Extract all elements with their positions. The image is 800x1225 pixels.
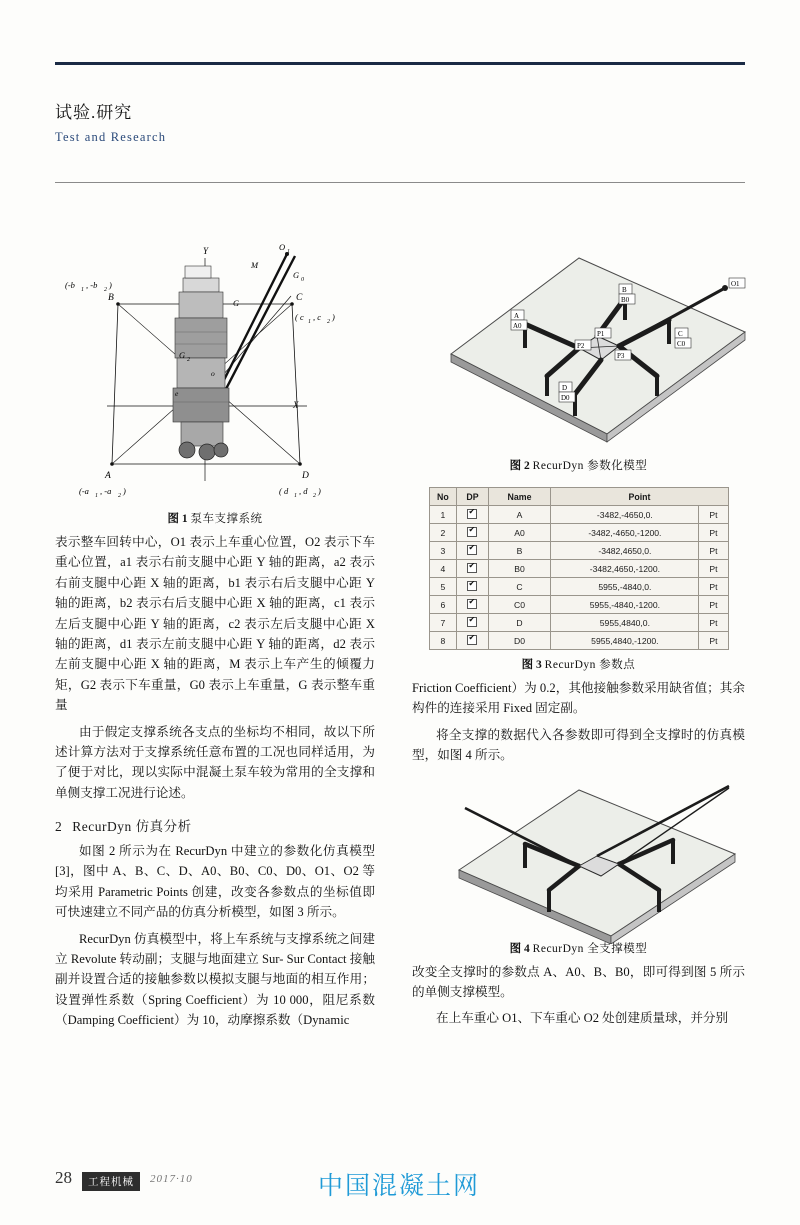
- svg-text:A: A: [105, 471, 111, 481]
- svg-text:P2: P2: [576, 342, 584, 350]
- svg-text:o: o: [211, 369, 215, 378]
- cell-dp[interactable]: [457, 524, 488, 542]
- col-name: Name: [488, 488, 551, 506]
- checkbox-icon[interactable]: [467, 635, 477, 645]
- table-row[interactable]: [429, 524, 728, 542]
- svg-text:1: 1: [287, 249, 290, 255]
- checkbox-icon[interactable]: [467, 563, 477, 573]
- svg-text:C: C: [677, 330, 683, 338]
- header-title-cn: 试验.研究: [55, 103, 133, 122]
- svg-text:C: C: [296, 293, 303, 303]
- cell-dp[interactable]: [457, 506, 488, 524]
- cell-no: 6: [429, 596, 457, 614]
- table-row[interactable]: [429, 596, 728, 614]
- figure-3-caption: [412, 656, 745, 672]
- cell-point: 5955,-4840,0.: [551, 578, 699, 596]
- left-paragraph-3: 如图 2 所示为在 RecurDyn 中建立的参数化仿真模型[3]，图中 A、B、C、D、A0、B0、C0、D0、O1、O2 等均采用 Parametric Points 创建，改变各参数点的坐标值即可快速建立不同产品的仿真分析模型，如图 3 所示。: [55, 844, 375, 920]
- cell-name: A: [488, 506, 551, 524]
- svg-text:): ): [318, 486, 321, 496]
- cell-point: 5955,4840,0.: [551, 614, 699, 632]
- cell-no: 3: [429, 542, 457, 560]
- figure-2-caption-text: RecurDyn 参数化模型: [532, 460, 648, 472]
- checkbox-icon[interactable]: [467, 599, 477, 609]
- table-header-row: [429, 488, 728, 506]
- svg-text:D: D: [302, 471, 309, 481]
- table-row[interactable]: [429, 542, 728, 560]
- cell-name: C: [488, 578, 551, 596]
- svg-text:, -a: , -a: [100, 486, 112, 496]
- svg-text:G: G: [179, 350, 186, 360]
- figure-4-full-support-model: [429, 774, 729, 934]
- figure-2-parametric-model: [429, 236, 740, 451]
- cell-dp[interactable]: [457, 632, 488, 650]
- page-number: 28: [55, 1168, 72, 1187]
- cell-unit: Pt: [699, 506, 728, 524]
- checkbox-icon[interactable]: [467, 581, 477, 591]
- svg-text:G: G: [233, 298, 240, 308]
- right-paragraph-4: 在上车重心 O1、下车重心 O2 处创建质量球，并分别: [436, 1011, 729, 1026]
- journal-badge: 工程机械: [82, 1172, 140, 1191]
- table-row[interactable]: [429, 614, 728, 632]
- checkbox-icon[interactable]: [467, 509, 477, 519]
- cell-no: 8: [429, 632, 457, 650]
- checkbox-icon[interactable]: [467, 617, 477, 627]
- col-dp: DP: [457, 488, 488, 506]
- left-paragraph-1: 表示整车回转中心，O1 表示上车重心位置，O2 表示下车重心位置，a1 表示右前支腿中心距 Y 轴的距离，a2 表示右前支腿中心距 X 轴的距离，b1 表示右后支腿中心距 Y 轴的距离，b2 表示右后支腿中心距 X 轴的距离，c1 表示左后支腿中心距 Y 轴的距离，c2 表示左后支腿中心距 X 轴的距离，d1 表示左前支腿中心距 Y 轴的距离，d2 表示左前支腿中心距 X 轴的距离，M 表示上车产生的倾覆力矩，G2 表示下车重量，G0 表示上车重量，G 表示整车重量: [55, 535, 375, 713]
- table-row[interactable]: [429, 506, 728, 524]
- svg-text:P3: P3: [616, 352, 624, 360]
- figure-1-label: 图 1: [167, 513, 188, 525]
- svg-text:2: 2: [187, 357, 190, 363]
- cell-dp[interactable]: [457, 614, 488, 632]
- table-row[interactable]: [429, 632, 728, 650]
- svg-text:B0: B0: [620, 296, 629, 304]
- svg-text:M: M: [251, 260, 259, 270]
- cell-dp[interactable]: [457, 560, 488, 578]
- svg-text:X: X: [293, 400, 299, 410]
- figure-3-caption-text: RecurDyn 参数点: [544, 659, 636, 671]
- svg-text:(-b: (-b: [65, 280, 75, 290]
- svg-text:P1: P1: [596, 330, 604, 338]
- svg-text:D: D: [561, 384, 567, 392]
- svg-text:(-a: (-a: [79, 486, 89, 496]
- svg-text:B: B: [108, 293, 114, 303]
- svg-text:e: e: [175, 389, 179, 398]
- svg-text:D0: D0: [560, 394, 570, 402]
- cell-dp[interactable]: [457, 542, 488, 560]
- svg-text:, c: , c: [313, 312, 322, 322]
- svg-text:2: 2: [118, 493, 121, 499]
- cell-point: -3482,4650,-1200.: [551, 560, 699, 578]
- header-rule-bottom: [55, 182, 745, 183]
- cell-no: 4: [429, 560, 457, 578]
- svg-text:1: 1: [95, 493, 98, 499]
- section-2-number: 2: [55, 819, 63, 835]
- cell-point: 5955,4840,-1200.: [551, 632, 699, 650]
- figure-3-table-wrapper: [412, 487, 745, 650]
- section-2-title: RecurDyn 仿真分析: [72, 819, 192, 835]
- table-row[interactable]: [429, 578, 728, 596]
- cell-no: 5: [429, 578, 457, 596]
- svg-text:, -b: , -b: [86, 280, 98, 290]
- cell-dp[interactable]: [457, 578, 488, 596]
- svg-text:0: 0: [301, 277, 304, 283]
- svg-text:1: 1: [308, 319, 311, 325]
- cell-point: -3482,4650,0.: [551, 542, 699, 560]
- table-row[interactable]: [429, 560, 728, 578]
- cell-name: D0: [488, 632, 551, 650]
- svg-text:1: 1: [81, 287, 84, 293]
- cell-unit: Pt: [699, 614, 728, 632]
- header-title-en: Test and Research: [55, 130, 167, 144]
- issue-date: 2017·10: [150, 1173, 193, 1185]
- cell-no: 2: [429, 524, 457, 542]
- figure-1-caption: [55, 510, 375, 526]
- svg-text:A0: A0: [512, 322, 522, 330]
- checkbox-icon[interactable]: [467, 545, 477, 555]
- svg-text:( d: ( d: [279, 486, 289, 496]
- cell-no: 1: [429, 506, 457, 524]
- cell-point: -3482,-4650,-1200.: [551, 524, 699, 542]
- right-paragraph-3: 改变全支撑时的参数点 A、A0、B、B0，即可得到图 5 所示的单侧支撑模型。: [412, 964, 745, 999]
- svg-text:Y: Y: [203, 246, 209, 256]
- svg-text:( c: ( c: [295, 312, 304, 322]
- svg-text:C0: C0: [676, 340, 685, 348]
- svg-text:O: O: [279, 242, 286, 252]
- figure-4-caption-text: RecurDyn 全支撑模型: [532, 942, 648, 955]
- watermark-text: 中国混凝土网: [318, 1173, 481, 1200]
- cell-unit: Pt: [699, 578, 728, 596]
- col-no: No: [429, 488, 457, 506]
- cell-dp[interactable]: [457, 596, 488, 614]
- left-paragraph-4: RecurDyn 仿真模型中，将上车系统与支撑系统之间建立 Revolute 转动副；支腿与地面建立 Sur- Sur Contact 接触副并设置合适的接触参数以模拟支腿与地面的相互作用；设置弹性系数（Spring Coefficient）为 10 000，阻尼系数（Damping Coefficient）为 10，动摩擦系数（Dynamic: [55, 931, 375, 1028]
- right-paragraph-2: 将全支撑的数据代入各参数即可得到全支撑时的仿真模型，如图 4 所示。: [412, 727, 745, 763]
- svg-text:2: 2: [313, 493, 316, 499]
- svg-text:): ): [332, 312, 335, 322]
- cell-unit: Pt: [699, 596, 728, 614]
- svg-text:2: 2: [104, 287, 107, 293]
- cell-unit: Pt: [699, 542, 728, 560]
- figure-2-caption: [412, 457, 745, 473]
- cell-unit: Pt: [699, 524, 728, 542]
- cell-point: -3482,-4650,0.: [551, 506, 699, 524]
- checkbox-icon[interactable]: [467, 527, 477, 537]
- figure-3-label: 图 3: [521, 659, 542, 671]
- right-column: [412, 236, 745, 1029]
- cell-name: A0: [488, 524, 551, 542]
- cell-name: B: [488, 542, 551, 560]
- cell-name: C0: [488, 596, 551, 614]
- cell-unit: Pt: [699, 632, 728, 650]
- svg-text:A: A: [513, 312, 519, 320]
- svg-text:1: 1: [294, 493, 297, 499]
- figure-2-label: 图 2: [509, 460, 530, 472]
- svg-text:): ): [109, 280, 112, 290]
- left-paragraph-2: 由于假定支撑系统各支点的坐标均不相同，故以下所述计算方法对于支撑系统任意布置的工况也同样适用，为了便于对比，现以实际中混凝土泵车较为常用的全支撑和单侧支撑工况进行论述。: [55, 724, 375, 800]
- cell-name: D: [488, 614, 551, 632]
- svg-text:G: G: [293, 270, 300, 280]
- section-2-heading: [55, 815, 375, 835]
- cell-unit: Pt: [699, 560, 728, 578]
- left-column: [55, 236, 375, 1031]
- cell-point: 5955,-4840,-1200.: [551, 596, 699, 614]
- svg-text:O1: O1: [730, 280, 740, 288]
- svg-text:2: 2: [327, 319, 330, 325]
- cell-no: 7: [429, 614, 457, 632]
- figure-4-label: 图 4: [509, 942, 530, 955]
- recurdyn-points-table: [429, 487, 729, 650]
- figure-1-pump-truck-support-system: [55, 236, 375, 504]
- cell-name: B0: [488, 560, 551, 578]
- right-paragraph-1: Friction Coefficient）为 0.2，其他接触参数采用缺省值；其余构件的连接采用 Fixed 固定副。: [412, 681, 745, 716]
- svg-text:): ): [123, 486, 126, 496]
- svg-text:B: B: [621, 286, 627, 294]
- figure-1-caption-text: 泵车支撑系统: [190, 513, 263, 525]
- header-rule-top: [55, 62, 745, 65]
- col-point: Point: [551, 488, 728, 506]
- svg-text:, d: , d: [299, 486, 308, 496]
